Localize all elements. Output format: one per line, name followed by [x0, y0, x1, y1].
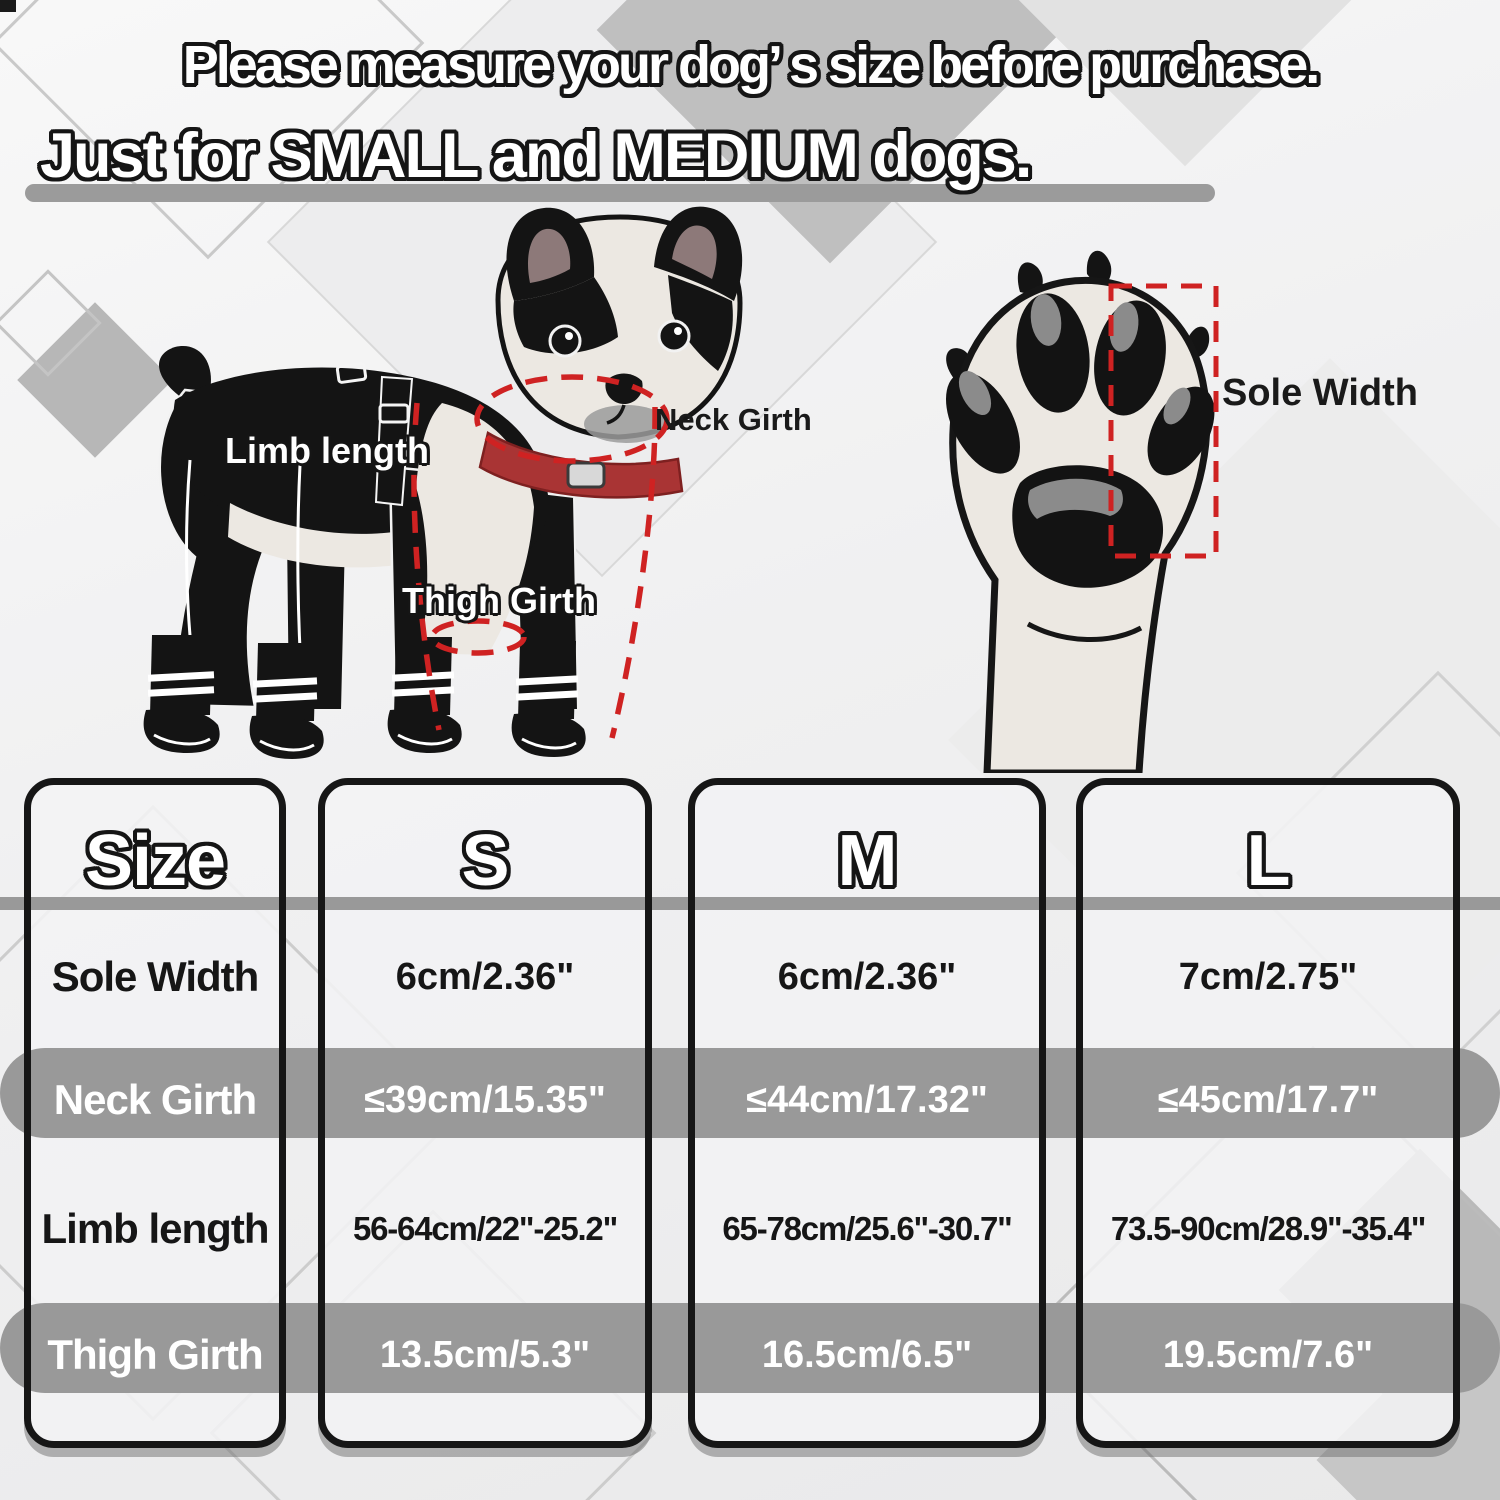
bg-corner-square	[0, 0, 16, 12]
column-header-l: L	[1246, 821, 1290, 901]
row-label-limb-length: Limb length	[41, 1205, 269, 1252]
table-cell: 19.5cm/7.6"	[1162, 1334, 1374, 1376]
table-cell: ≤45cm/17.7"	[1157, 1079, 1379, 1121]
limb-length-dash-right	[612, 407, 655, 738]
size-table-column-size	[24, 778, 286, 1448]
table-cell: 56-64cm/22"-25.2"	[352, 1210, 618, 1247]
headline-line1: Please measure your dog’ s size before purchase.	[182, 35, 1318, 95]
column-header-size: Size	[84, 821, 226, 901]
table-cell: 6cm/2.36"	[777, 956, 957, 998]
table-cell: 65-78cm/25.6"-30.7"	[722, 1210, 1012, 1247]
sole-width-label: Sole Width	[1222, 372, 1418, 414]
collar-buckle	[568, 463, 604, 487]
dog-illustration	[90, 205, 800, 765]
table-cell: 73.5-90cm/28.9"-35.4"	[1110, 1210, 1426, 1247]
size-table-column-m	[688, 778, 1046, 1448]
table-cell: 16.5cm/6.5"	[761, 1334, 973, 1376]
size-table-column-s	[318, 778, 652, 1448]
row-label-sole-width: Sole Width	[51, 953, 259, 1000]
size-table-column-l	[1076, 778, 1460, 1448]
table-cell: ≤39cm/15.35"	[364, 1079, 606, 1121]
table-cell: 6cm/2.36"	[395, 956, 575, 998]
row-label-thigh-girth: Thigh Girth	[47, 1331, 263, 1378]
column-header-s: S	[461, 821, 509, 901]
row-label-neck-girth: Neck Girth	[53, 1076, 257, 1123]
limb-length-label: Limb length	[225, 430, 429, 471]
table-cell: 7cm/2.75"	[1178, 956, 1358, 998]
dog-body	[159, 346, 578, 710]
column-header-m: M	[837, 821, 897, 901]
dog-eye	[550, 326, 580, 356]
dog-eye	[659, 321, 689, 351]
thigh-girth-label: Thigh Girth	[402, 580, 596, 621]
paw-illustration	[925, 228, 1495, 773]
neck-girth-label: Neck Girth	[655, 402, 812, 437]
table-cell: ≤44cm/17.32"	[746, 1079, 988, 1121]
headline-line2: Just for SMALL and MEDIUM dogs.	[40, 121, 1031, 191]
table-cell: 13.5cm/5.3"	[379, 1334, 591, 1376]
